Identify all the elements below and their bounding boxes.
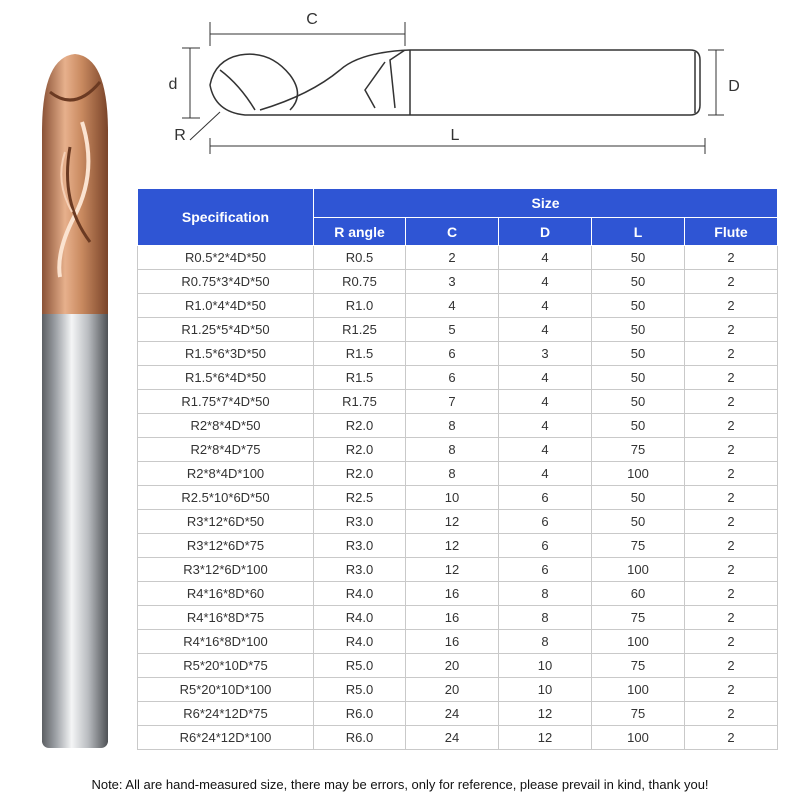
table-row — [138, 630, 778, 654]
cell-d: 4 — [499, 270, 592, 294]
cell-d: 4 — [499, 390, 592, 414]
cell-l: 50 — [592, 342, 685, 366]
cell-r-angle: R3.0 — [314, 534, 406, 558]
table-row — [138, 582, 778, 606]
cell-d: 6 — [499, 534, 592, 558]
cell-spec: R3*12*6D*100 — [138, 558, 314, 582]
cell-c: 6 — [406, 366, 499, 390]
cell-spec: R0.75*3*4D*50 — [138, 270, 314, 294]
cell-spec: R0.5*2*4D*50 — [138, 246, 314, 270]
cell-spec: R4*16*8D*75 — [138, 606, 314, 630]
cell-flute: 2 — [685, 726, 778, 750]
cell-flute: 2 — [685, 534, 778, 558]
cell-r-angle: R4.0 — [314, 606, 406, 630]
table-row — [138, 294, 778, 318]
cell-flute: 2 — [685, 678, 778, 702]
cell-spec: R2*8*4D*50 — [138, 414, 314, 438]
cell-l: 75 — [592, 702, 685, 726]
cell-r-angle: R6.0 — [314, 726, 406, 750]
cell-c: 2 — [406, 246, 499, 270]
cell-r-angle: R1.5 — [314, 342, 406, 366]
cell-l: 75 — [592, 606, 685, 630]
tool-outline — [210, 50, 700, 115]
cell-c: 8 — [406, 438, 499, 462]
cell-r-angle: R2.0 — [314, 438, 406, 462]
table-row — [138, 510, 778, 534]
cell-flute: 2 — [685, 510, 778, 534]
cell-r-angle: R3.0 — [314, 558, 406, 582]
cell-c: 12 — [406, 510, 499, 534]
cell-l: 100 — [592, 630, 685, 654]
cell-l: 100 — [592, 726, 685, 750]
cell-c: 6 — [406, 342, 499, 366]
cell-flute: 2 — [685, 654, 778, 678]
table-body — [138, 246, 778, 750]
header-specification: Specification — [138, 189, 314, 246]
cell-spec: R4*16*8D*100 — [138, 630, 314, 654]
table-row — [138, 606, 778, 630]
end-mill-shank — [42, 314, 108, 748]
cell-flute: 2 — [685, 486, 778, 510]
cell-l: 50 — [592, 414, 685, 438]
cell-c: 5 — [406, 318, 499, 342]
cell-spec: R2*8*4D*75 — [138, 438, 314, 462]
table-row — [138, 678, 778, 702]
cell-flute: 2 — [685, 414, 778, 438]
table-row — [138, 366, 778, 390]
cell-c: 10 — [406, 486, 499, 510]
cell-c: 4 — [406, 294, 499, 318]
cell-d: 6 — [499, 558, 592, 582]
cell-d: 4 — [499, 438, 592, 462]
cell-c: 16 — [406, 606, 499, 630]
cell-flute: 2 — [685, 606, 778, 630]
cell-c: 16 — [406, 582, 499, 606]
table-row — [138, 438, 778, 462]
cell-spec: R2*8*4D*100 — [138, 462, 314, 486]
dimension-label-l: L — [450, 127, 460, 144]
table-row — [138, 654, 778, 678]
cell-l: 50 — [592, 246, 685, 270]
cell-c: 3 — [406, 270, 499, 294]
cell-r-angle: R0.75 — [314, 270, 406, 294]
cell-r-angle: R6.0 — [314, 702, 406, 726]
cell-flute: 2 — [685, 366, 778, 390]
cell-l: 50 — [592, 390, 685, 414]
cell-r-angle: R2.0 — [314, 462, 406, 486]
cell-flute: 2 — [685, 318, 778, 342]
cell-spec: R1.5*6*3D*50 — [138, 342, 314, 366]
table-row — [138, 486, 778, 510]
cell-flute: 2 — [685, 390, 778, 414]
header-c: C — [406, 218, 499, 246]
cell-l: 50 — [592, 270, 685, 294]
cell-spec: R2.5*10*6D*50 — [138, 486, 314, 510]
cell-c: 16 — [406, 630, 499, 654]
dimension-label-d-large: D — [728, 78, 740, 95]
header-d: D — [499, 218, 592, 246]
cell-flute: 2 — [685, 558, 778, 582]
cell-spec: R4*16*8D*60 — [138, 582, 314, 606]
cell-l: 50 — [592, 318, 685, 342]
dimension-label-r: R — [174, 127, 186, 144]
cell-l: 50 — [592, 510, 685, 534]
cell-d: 4 — [499, 318, 592, 342]
table-row — [138, 702, 778, 726]
table-row — [138, 342, 778, 366]
cell-spec: R1.5*6*4D*50 — [138, 366, 314, 390]
cell-d: 6 — [499, 486, 592, 510]
cell-l: 60 — [592, 582, 685, 606]
cell-d: 8 — [499, 630, 592, 654]
cell-d: 3 — [499, 342, 592, 366]
cell-c: 7 — [406, 390, 499, 414]
cell-r-angle: R1.5 — [314, 366, 406, 390]
cell-c: 8 — [406, 414, 499, 438]
cell-l: 75 — [592, 654, 685, 678]
cell-r-angle: R2.5 — [314, 486, 406, 510]
cell-spec: R5*20*10D*100 — [138, 678, 314, 702]
cell-flute: 2 — [685, 342, 778, 366]
cell-c: 12 — [406, 534, 499, 558]
cell-d: 12 — [499, 702, 592, 726]
cell-c: 20 — [406, 654, 499, 678]
cell-r-angle: R1.25 — [314, 318, 406, 342]
cell-flute: 2 — [685, 270, 778, 294]
cell-r-angle: R5.0 — [314, 654, 406, 678]
dimension-label-d-small: d — [168, 76, 178, 93]
table-row — [138, 390, 778, 414]
cell-r-angle: R5.0 — [314, 678, 406, 702]
dimension-diagram — [160, 0, 760, 170]
cell-d: 4 — [499, 414, 592, 438]
table-row — [138, 270, 778, 294]
header-flute: Flute — [685, 218, 778, 246]
disclaimer-note: Note: All are hand-measured size, there may be errors, only for reference, please prevail in kind, thank you! — [91, 777, 709, 792]
cell-l: 75 — [592, 534, 685, 558]
end-mill-photo — [20, 52, 130, 752]
header-l: L — [592, 218, 685, 246]
table-row — [138, 246, 778, 270]
cell-spec: R3*12*6D*50 — [138, 510, 314, 534]
cell-spec: R3*12*6D*75 — [138, 534, 314, 558]
dimension-label-c: C — [306, 11, 318, 28]
cell-r-angle: R3.0 — [314, 510, 406, 534]
cell-r-angle: R0.5 — [314, 246, 406, 270]
cell-r-angle: R2.0 — [314, 414, 406, 438]
cell-spec: R1.0*4*4D*50 — [138, 294, 314, 318]
cell-d: 4 — [499, 462, 592, 486]
cell-d: 10 — [499, 678, 592, 702]
cell-flute: 2 — [685, 438, 778, 462]
cell-spec: R5*20*10D*75 — [138, 654, 314, 678]
table-row — [138, 558, 778, 582]
table-row — [138, 462, 778, 486]
cell-flute: 2 — [685, 702, 778, 726]
cell-d: 4 — [499, 366, 592, 390]
table-row — [138, 414, 778, 438]
cell-r-angle: R1.75 — [314, 390, 406, 414]
cell-c: 12 — [406, 558, 499, 582]
cell-l: 50 — [592, 486, 685, 510]
cell-d: 6 — [499, 510, 592, 534]
cell-r-angle: R1.0 — [314, 294, 406, 318]
table-row — [138, 318, 778, 342]
cell-d: 8 — [499, 582, 592, 606]
cell-c: 24 — [406, 726, 499, 750]
cell-d: 8 — [499, 606, 592, 630]
cell-spec: R1.25*5*4D*50 — [138, 318, 314, 342]
specification-table — [137, 188, 778, 750]
cell-d: 12 — [499, 726, 592, 750]
cell-flute: 2 — [685, 462, 778, 486]
cell-flute: 2 — [685, 630, 778, 654]
cell-d: 4 — [499, 246, 592, 270]
cell-l: 100 — [592, 462, 685, 486]
cell-l: 50 — [592, 366, 685, 390]
cell-c: 8 — [406, 462, 499, 486]
cell-l: 100 — [592, 678, 685, 702]
table-row — [138, 534, 778, 558]
cell-flute: 2 — [685, 582, 778, 606]
cell-flute: 2 — [685, 246, 778, 270]
cell-r-angle: R4.0 — [314, 630, 406, 654]
cell-spec: R6*24*12D*100 — [138, 726, 314, 750]
table-row — [138, 726, 778, 750]
cell-spec: R1.75*7*4D*50 — [138, 390, 314, 414]
cell-c: 24 — [406, 702, 499, 726]
cell-l: 75 — [592, 438, 685, 462]
cell-d: 10 — [499, 654, 592, 678]
cell-l: 50 — [592, 294, 685, 318]
end-mill-fluted-head — [42, 54, 108, 314]
cell-c: 20 — [406, 678, 499, 702]
header-r-angle: R angle — [314, 218, 406, 246]
cell-d: 4 — [499, 294, 592, 318]
cell-r-angle: R4.0 — [314, 582, 406, 606]
header-size: Size — [314, 189, 778, 218]
cell-flute: 2 — [685, 294, 778, 318]
cell-l: 100 — [592, 558, 685, 582]
cell-spec: R6*24*12D*75 — [138, 702, 314, 726]
